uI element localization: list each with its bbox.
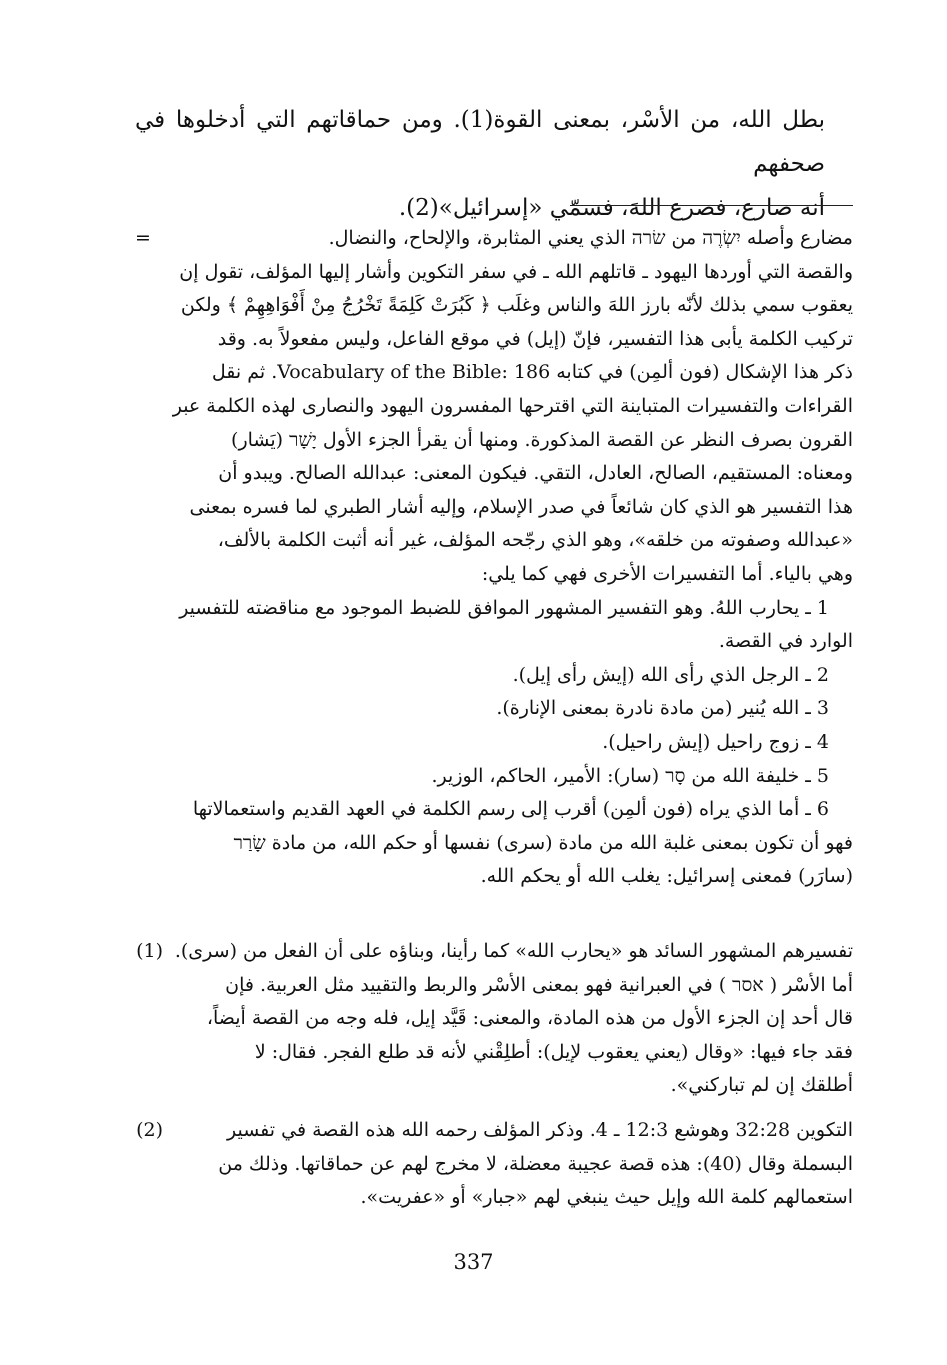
footnote-body	[163, 935, 853, 1103]
continuation-line: «عبدالله وصفوته من خلقه»، وهو الذي رجّحه المؤلف، غير أنه أثبت الكلمة بالألف،	[217, 529, 853, 552]
footnote-label: (1)	[136, 940, 163, 962]
continuation-line: ومعناه: المستقيم، الصالح، العادل، التقي. فيكون المعنى: عبدالله الصالح. ويبدو أن	[218, 462, 853, 485]
footnote-row	[135, 1114, 853, 1215]
continuation-line: والقصة التي أوردها اليهود ـ قاتلهم الله ـ في سفر التكوين وأشار إليها المؤلف، تقول إن	[179, 260, 853, 283]
footnote-body	[163, 1114, 853, 1215]
list-item: 3 ـ الله يُنير (من مادة نادرة بمعنى الإنارة).	[496, 697, 829, 720]
continuation-line: القرون بصرف النظر عن القصة المذكورة. ومنها أن يقرأ الجزء الأول יָשָׁר (يَشار)	[231, 428, 853, 451]
continuation-line: هذا التفسير هو الذي كان شائعاً في صدر الإسلام، وإليه أشار الطبري لما فسره بمعنى	[189, 495, 853, 518]
continuation-line: مضارع وأصله יִשְׂרֶה من שׂרה الذي يعني المثابرة، والإلحاح، والنضال.	[328, 227, 853, 249]
list-item: 6 ـ أما الذي يراه (فون ألمِن) أقرب إلى رسم الكلمة في العهد القديم واستعمالاتها	[192, 798, 829, 821]
page-number: 337	[453, 1250, 494, 1274]
footnote-line: استعمالهم كلمة الله وإيل حيث ينبغي لهم «جبار» أو «عفريت».	[360, 1186, 853, 1209]
continuation-line: تركيب الكلمة يأبى هذا التفسير، فإنّ (إيل) في موقع الفاعل، وليس مفعولاً به. وقد	[217, 327, 853, 350]
footnote-row	[135, 935, 853, 1103]
footnote-line: التكوين 32:28 وهوشع 12:3 ـ 4. وذكر المؤلف رحمه الله هذه القصة في تفسير	[227, 1119, 853, 1141]
list-item-continuation: (سارَر) فمعنى إسرائيل: يغلب الله أو يحكم الله.	[480, 865, 853, 888]
footnote-label: (2)	[136, 1119, 163, 1141]
footnote-line: تفسيرهم المشهور السائد هو «يحارب الله» كما رأينا، وبناؤه على أن الفعل من (سرى).	[174, 940, 853, 962]
footnote-1	[135, 935, 853, 1103]
continuation-marker: =	[135, 227, 151, 249]
continuation-line: وهي بالياء. أما التفسيرات الأخرى فهي كما يلي:	[481, 562, 853, 585]
main-text-line: أنه صارع، فصرع اللهَ، فسمّي «إسرائيل»(2).	[398, 195, 825, 221]
list-item: 2 ـ الرجل الذي رأى الله (إيش رأى إيل).	[512, 663, 829, 686]
footnote-continuation	[135, 222, 853, 894]
main-text-line: بطل الله، من الأسْر، بمعنى القوة(1). ومن حماقاتهم التي أدخلوها في صحفهم	[135, 107, 825, 177]
footnote-line: قال أحد إن الجزء الأول من هذه المادة، والمعنى: قَيَّد إيل، فله وجه من القصة أيضاً،	[206, 1007, 853, 1030]
footnote-2	[135, 1114, 853, 1215]
continuation-line: ذكر هذا الإشكال (فون ألمِن) في كتابه Vocabulary of the Bible: 186. ثم نقل	[211, 361, 853, 384]
list-item-continuation: الوارد في القصة.	[718, 630, 853, 653]
continuation-first-row	[135, 222, 853, 256]
main-text	[135, 98, 825, 230]
footnote-line: أطلقك إن لم تباركني».	[670, 1074, 853, 1097]
footnote-separator	[570, 205, 853, 206]
footnote-line: البسملة وقال (40): هذه قصة عجيبة معضلة، لا مخرج لهم عن حماقاتها. وذلك من	[218, 1152, 853, 1175]
continuation-line: يعقوب سمي بذلك لأنّه بارز اللهَ والناس وغلَب ﴿ كَبُرَتْ كَلِمَةً تَخْرُجُ مِنْ أَفْوَاهِهِمْ ﴾ ولكن	[180, 294, 853, 317]
footnote-line: فقد جاء فيها: «وقال (يعني يعقوب لإيل): أطلِقْني لأنه قد طلع الفجر. فقال: لا	[254, 1040, 853, 1063]
list-item: 4 ـ زوج راحيل (إيش راحيل).	[602, 730, 829, 753]
list-item: 5 ـ خليفة الله من סָר (سار): الأمير، الحاكم، الوزير.	[431, 764, 829, 787]
continuation-line: القراءات والتفسيرات المتباينة التي اقترحها المفسرون اليهود والنصارى لهذه الكلمة عبر	[172, 394, 853, 417]
list-item: 1 ـ يحارب اللهُ. وهو التفسير المشهور الموافق للضبط الموجود مع مناقضته للتفسير	[179, 596, 829, 619]
footnote-line: أما الأسْر ( אסר ) في العبرانية فهو بمعنى الأسْر والربط والتقييد مثل العربية. فإن	[225, 973, 853, 996]
continuation-body	[163, 256, 853, 894]
list-item-continuation: فهو أن تكون بمعنى غلبة الله من مادة (سرى) نفسها أو حكم الله، من مادة שָׂרַר	[233, 831, 853, 854]
